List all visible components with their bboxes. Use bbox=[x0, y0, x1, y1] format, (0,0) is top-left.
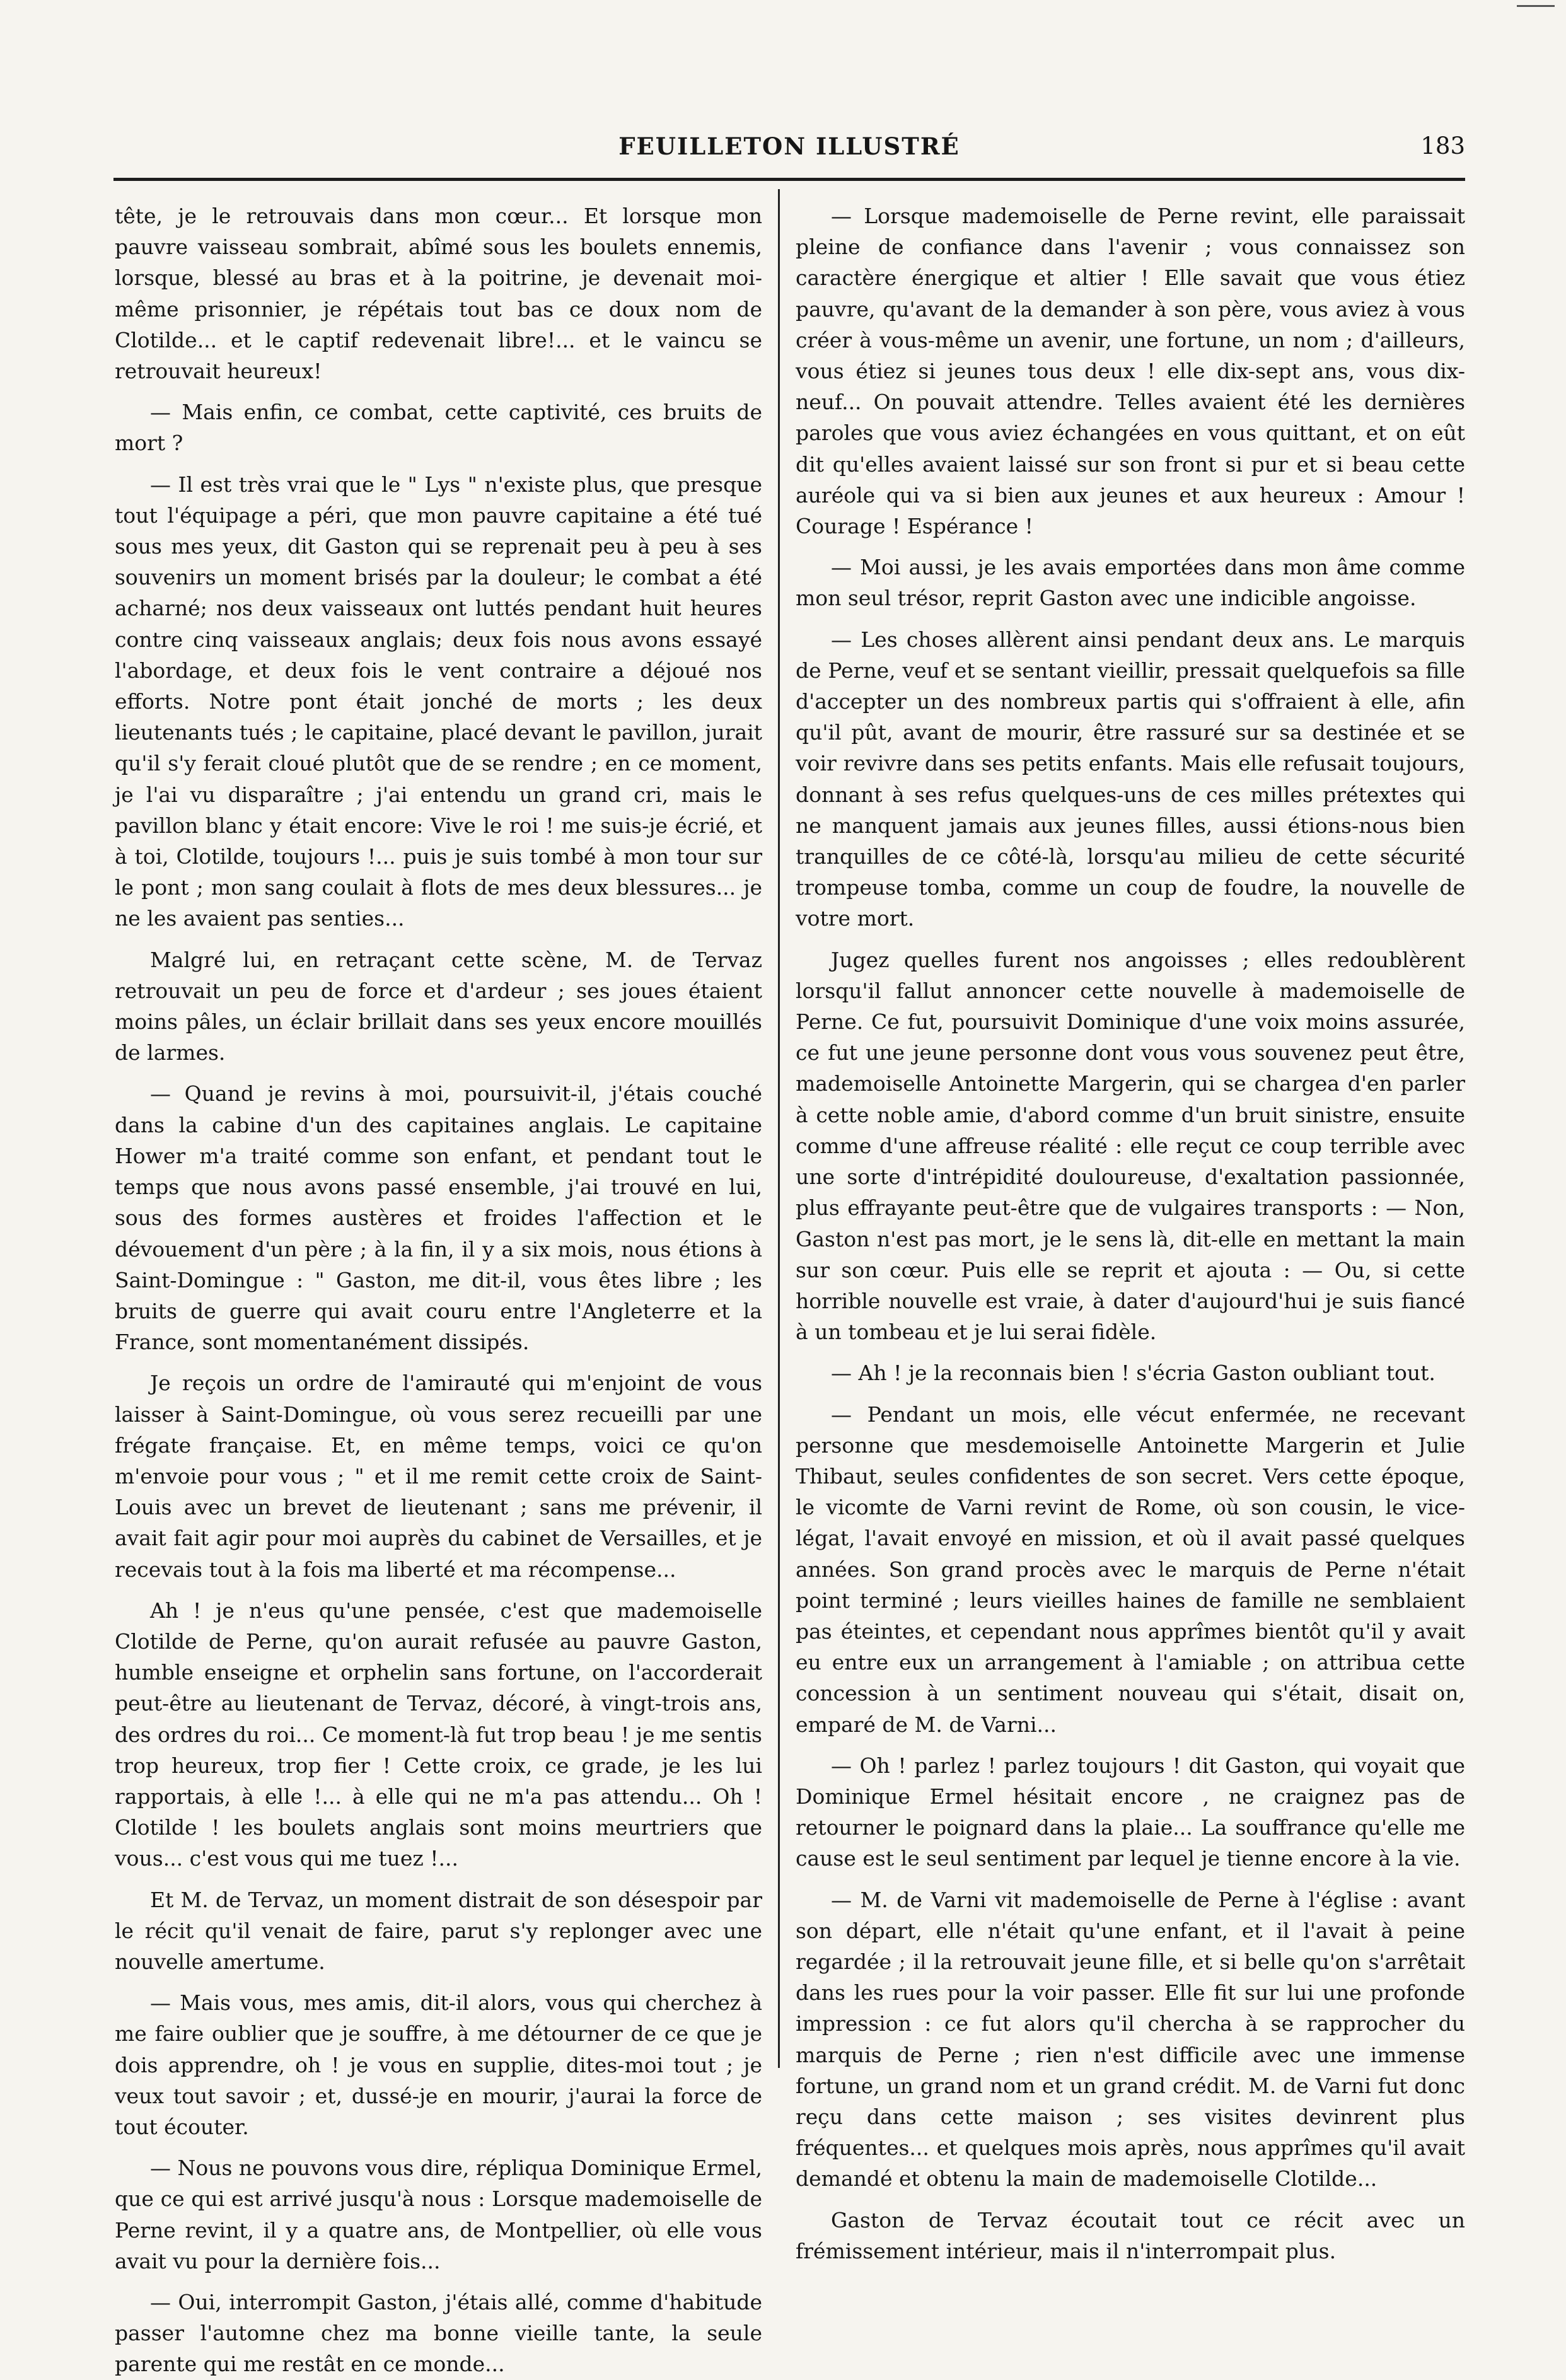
paragraph: — Lorsque mademoiselle de Perne revint, elle paraissait pleine de confiance dans l'avenir ; vous connaissez son caractère énergique et altier ! Elle savait que vous étiez pauvre, qu'avant de la demander à son père, vous aviez à vous créer à vous-même un avenir, une fortune, un nom ; d'ailleurs, vous étiez si jeunes tous deux ! elle dix-sept ans, vous dix-neuf... On pouvait attendre. Telles avaient été les dernières paroles que vous aviez échangées en vous quittant, et on eût dit qu'elles avaient laissé sur son front si pur et si beau cette auréole qui va si bien aux jeunes et aux heureux : Amour ! Courage ! Espérance ! bbox=[796, 204, 1465, 539]
page-number: 183 bbox=[1420, 132, 1465, 160]
paragraph: — Quand je revins à moi, poursuivit-il, j'étais couché dans la cabine d'un des capitaines anglais. Le capitaine Hower m'a traité comme son enfant, et pendant tout le temps que nous avons passé ensemble, j'ai trouvé en lui, sous des formes austères et froides l'affection et le dévouement d'un père ; à la fin, il y a six mois, nous étions à Saint-Domingue : " Gaston, me dit-il, vous êtes libre ; les bruits de guerre qui avait couru entre l'Angleterre et la France, sont momentanément dissipés. bbox=[115, 1081, 762, 1355]
paragraph: — Il est très vrai que le " Lys " n'existe plus, que presque tout l'équipage a péri, que mon pauvre capitaine a été tué sous mes yeux, dit Gaston qui se reprenait peu à peu à ses souvenirs un moment brisés par la douleur; le combat a été acharné; nos deux vaisseaux ont luttés pendant huit heures contre cinq vaisseaux anglais; deux fois nous avons essayé l'abordage, et deux fois le vent contraire a déjoué nos efforts. Notre pont était jonché de morts ; les deux lieutenants tués ; le capitaine, placé devant le pavillon, jurait qu'il s'y ferait cloué plutôt que de se rendre ; en ce moment, je l'ai vu disparaître ; j'ai entendu un grand cri, mais le pavillon blanc y était encore: Vive le roi ! me suis-je écrié, et à toi, Clotilde, toujours !... puis je suis tombé à mon tour sur le pont ; mon sang coulait à flots de mes deux blessures... je ne les avaient pas senties... bbox=[115, 472, 762, 931]
paragraph: — Pendant un mois, elle vécut enfermée, ne recevant personne que mesdemoiselle Antoinette Margerin et Julie Thibaut, seules confidentes de son secret. Vers cette époque, le vicomte de Varni revint de Rome, où son cousin, le vice-légat, l'avait envoyé en mission, et où il avait passé quelques années. Son grand procès avec le marquis de Perne n'était point terminé ; leurs vieilles haines de famille ne semblaient pas éteintes, et cependant nous apprîmes bientôt qu'il y avait eu entre eux un arrangement à l'amiable ; on attribua cette concession à un sentiment nouveau qui s'était, disait on, emparé de M. de Varni... bbox=[796, 1402, 1465, 1737]
paragraph: tête, je le retrouvais dans mon cœur... Et lorsque mon pauvre vaisseau sombrait, abîmé sous les boulets ennemis, lorsque, blessé au bras et à la poitrine, je devenait moi-même prisonnier, je répétais tout bas ce doux nom de Clotilde... et le captif redevenait libre!... et le vaincu se retrouvait heureux! bbox=[115, 204, 762, 384]
right-column bbox=[796, 200, 1465, 2263]
paragraph: Ah ! je n'eus qu'une pensée, c'est que mademoiselle Clotilde de Perne, qu'on aurait refusée au pauvre Gaston, humble enseigne et orphelin sans fortune, on l'accorderait peut-être au lieutenant de Tervaz, décoré, à vingt-trois ans, des ordres du roi... Ce moment-là fut trop beau ! je me sentis trop heureux, trop fier ! Cette croix, ce grade, je les lui rapportais, à elle !... à elle qui ne m'a pas attendu... Oh ! Clotilde ! les boulets anglais sont moins meurtriers que vous... c'est vous qui me tuez !... bbox=[115, 1598, 762, 1871]
paragraph: — Mais vous, mes amis, dit-il alors, vous qui cherchez à me faire oublier que je souffre, à me détourner de ce que je dois apprendre, oh ! je vous en supplie, dites-moi tout ; je veux tout savoir ; et, dussé-je en mourir, j'aurai la force de tout écouter. bbox=[115, 1990, 762, 2139]
paragraph: Et M. de Tervaz, un moment distrait de son désespoir par le récit qu'il venait de faire, parut s'y replonger avec une nouvelle amertume. bbox=[115, 1887, 762, 1974]
header-rule bbox=[113, 178, 1465, 181]
paragraph: — Oh ! parlez ! parlez toujours ! dit Gaston, qui voyait que Dominique Ermel hésitait encore , ne craignez pas de retourner le poignard dans la plaie... La souffrance qu'elle me cause est le seul sentiment par lequel je tienne encore à la vie. bbox=[796, 1753, 1465, 1871]
paragraph: — Les choses allèrent ainsi pendant deux ans. Le marquis de Perne, veuf et se sentant vieillir, pressait quelquefois sa fille d'accepter un des nombreux partis qui s'offraient à elle, afin qu'il pût, avant de mourir, être rassuré sur sa destinée et se voir revivre dans ses petits enfants. Mais elle refusait toujours, donnant à ses refus quelques-uns de ces milles prétextes qui ne manquent jamais aux jeunes filles, aussi étions-nous bien tranquilles de ce côté-là, lorsqu'au milieu de cette sécurité trompeuse tomba, comme un coup de foudre, la nouvelle de votre mort. bbox=[796, 627, 1465, 931]
column-divider bbox=[778, 189, 780, 2068]
corner-mark bbox=[1517, 5, 1555, 7]
paragraph: Jugez quelles furent nos angoisses ; elles redoublèrent lorsqu'il fallut annoncer cette nouvelle à mademoiselle de Perne. Ce fut, poursuivit Dominique d'une voix moins assurée, ce fut une jeune personne dont vous vous souvenez peut être, mademoiselle Antoinette Margerin, qui se chargea d'en parler à cette noble amie, d'abord comme d'un bruit sinistre, ensuite comme d'une affreuse réalité : elle reçut ce coup terrible avec une sorte d'intrépidité douloureuse, d'exaltation passionnée, plus effrayante peut-être que de vulgaires transports : — Non, Gaston n'est pas mort, je le sens là, dit-elle en mettant la main sur son cœur. Puis elle se reprit et ajouta : — Ou, si cette horrible nouvelle est vraie, à dater d'aujourd'hui je suis fiancé à un tombeau et je lui serai fidèle. bbox=[796, 947, 1465, 1345]
paragraph: — Nous ne pouvons vous dire, répliqua Dominique Ermel, que ce qui est arrivé jusqu'à nous : Lorsque mademoiselle de Perne revint, il y a quatre ans, de Montpellier, où elle vous avait vu pour la dernière fois... bbox=[115, 2156, 762, 2273]
running-title: FEUILLETON ILLUSTRÉ bbox=[618, 132, 960, 160]
left-column bbox=[115, 200, 762, 2377]
paragraph: — Mais enfin, ce combat, cette captivité, ces bruits de mort ? bbox=[115, 400, 762, 456]
paragraph: — Moi aussi, je les avais emportées dans mon âme comme mon seul trésor, reprit Gaston avec une indicible angoisse. bbox=[796, 555, 1465, 611]
paragraph: Gaston de Tervaz écoutait tout ce récit avec un frémissement intérieur, mais il n'interrompait plus. bbox=[796, 2207, 1465, 2263]
running-head bbox=[113, 132, 1465, 170]
paragraph: Malgré lui, en retraçant cette scène, M. de Tervaz retrouvait un peu de force et d'ardeur ; ses joues étaient moins pâles, un éclair brillait dans ses yeux encore mouillés de larmes. bbox=[115, 947, 762, 1065]
paragraph: — Ah ! je la reconnais bien ! s'écria Gaston oubliant tout. bbox=[831, 1361, 1436, 1386]
paragraph: — M. de Varni vit mademoiselle de Perne à l'église : avant son départ, elle n'était qu'une enfant, et il l'avait à peine regardée ; il la retrouvait jeune fille, et si belle qu'on s'arrêtait dans les rues pour la voir passer. Elle fit sur lui une profonde impression : ce fut alors qu'il chercha à se rapprocher du marquis de Perne ; rien n'est difficile avec une immense fortune, un grand nom et un grand crédit. M. de Varni fut donc reçu dans cette maison ; ses visites devinrent plus fréquentes... et quelques mois après, nous apprîmes qu'il avait demandé et obtenu la main de mademoiselle Clotilde... bbox=[796, 1887, 1465, 2191]
paragraph: — Oui, interrompit Gaston, j'étais allé, comme d'habitude passer l'automne chez ma bonne vieille tante, la seule parente qui me restât en ce monde... bbox=[115, 2290, 762, 2377]
paragraph: Je reçois un ordre de l'amirauté qui m'enjoint de vous laisser à Saint-Domingue, où vous serez recueilli par une frégate française. Et, en même temps, voici ce qu'on m'envoie pour vous ; " et il me remit cette croix de Saint-Louis avec un brevet de lieutenant ; sans me prévenir, il avait fait agir pour moi auprès du cabinet de Versailles, et je recevais tout à la fois ma liberté et ma récompense... bbox=[115, 1371, 762, 1582]
